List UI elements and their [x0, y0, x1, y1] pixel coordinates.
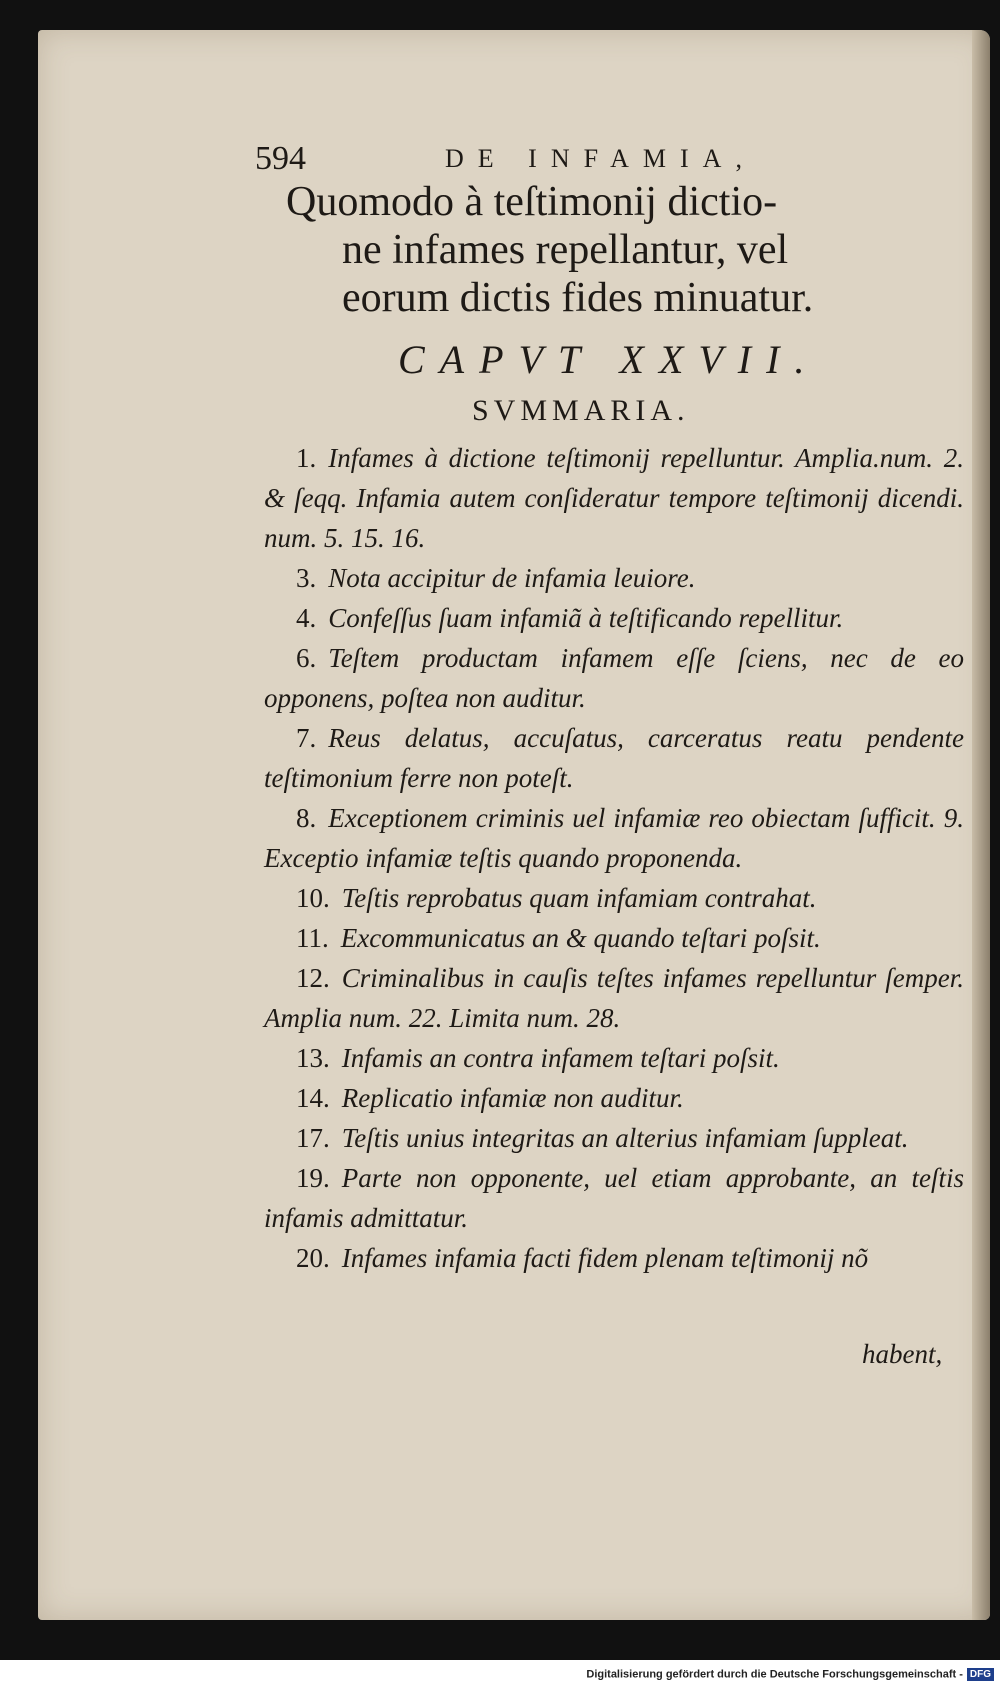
entry-text: Infamis an contra infamem teſtari poſsit.: [341, 1043, 780, 1073]
entry-number: 11.: [296, 923, 329, 953]
entry-number: 4.: [296, 603, 317, 633]
summary-entry: [264, 798, 964, 878]
footer-credit: [0, 1668, 994, 1690]
chapter-title-line-2: ne infames repellantur, vel: [342, 227, 789, 273]
entry-text: Nota accipitur de infamia leuiore.: [328, 563, 696, 593]
entry-text: Teſtis unius integritas an alterius infamiam ſuppleat.: [341, 1123, 909, 1153]
entry-number: 14.: [296, 1083, 330, 1113]
chapter-title-line-1: Quomodo à teſtimonij dictio-: [286, 179, 778, 225]
credit-text: Digitalisierung gefördert durch die Deutsche Forschungsgemeinschaft -: [586, 1668, 963, 1681]
entry-text: Infames à dictione teſtimonij repelluntur. Amplia.num. 2. & ſeqq. Infamia autem conſideratur tempore teſtimonij dicendi. num. 5. 15. 16.: [264, 443, 964, 553]
entry-text: Replicatio infamiæ non auditur.: [341, 1083, 684, 1113]
page-spine-edge: [972, 30, 990, 1620]
entry-number: 6.: [296, 643, 317, 673]
entry-text: Infames infamia facti fidem plenam teſtimonij nõ: [341, 1243, 869, 1273]
summary-entry: [264, 918, 964, 958]
entry-text: Criminalibus in cauſis teſtes infames repelluntur ſemper. Amplia num. 22. Limita num. 28.: [264, 963, 964, 1033]
summary-entry: [264, 598, 964, 638]
page-header: [255, 140, 815, 180]
chapter-title-line-3: eorum dictis fides minuatur.: [342, 275, 814, 321]
summary-entry: [264, 1078, 964, 1118]
entry-number: 3.: [296, 563, 317, 593]
entry-text: Teſtem productam infamem eſſe ſciens, nec de eo opponens, poſtea non auditur.: [264, 643, 964, 713]
summary-entry: [264, 718, 964, 798]
catchword: habent,: [862, 1339, 943, 1369]
entry-text: Parte non opponente, uel etiam approbante, an teſtis infamis admittatur.: [264, 1163, 964, 1233]
summary-entry: [264, 1238, 964, 1278]
summary-entry: [264, 558, 964, 598]
entry-number: 12.: [296, 963, 330, 993]
summary-entry: [264, 878, 964, 918]
entry-text: Reus delatus, accuſatus, carceratus reatu pendente teſtimonium ferre non poteſt.: [264, 723, 964, 793]
entry-text: Confeſſus ſuam infamiã à teſtificando repellitur.: [328, 603, 844, 633]
page-number: 594: [255, 140, 306, 177]
entry-number: 10.: [296, 883, 330, 913]
summary-entry: [264, 638, 964, 718]
entry-number: 8.: [296, 803, 317, 833]
dfg-logo: DFG: [967, 1668, 994, 1681]
running-head: DE INFAMIA,: [445, 144, 756, 173]
entry-number: 20.: [296, 1243, 330, 1273]
summary-entry: [264, 1158, 964, 1238]
entry-number: 19.: [296, 1163, 330, 1193]
chapter-heading: CAPVT XXVII.: [398, 337, 820, 382]
entry-text: Excommunicatus an & quando teſtari poſsit.: [340, 923, 821, 953]
entry-number: 17.: [296, 1123, 330, 1153]
summary-entry: [264, 1118, 964, 1158]
entry-number: 1.: [296, 443, 317, 473]
entry-number: 7.: [296, 723, 317, 753]
summary-entry: [264, 1038, 964, 1078]
summary-list: [264, 438, 964, 1388]
summaria-heading: SVMMARIA.: [472, 394, 690, 427]
entry-number: 13.: [296, 1043, 330, 1073]
summary-entry: [264, 958, 964, 1038]
entry-text: Teſtis reprobatus quam infamiam contrahat.: [341, 883, 817, 913]
summary-entry: [264, 438, 964, 558]
entry-text: Exceptionem criminis uel infamiæ reo obiectam ſufficit. 9. Exceptio infamiæ teſtis quando proponenda.: [264, 803, 964, 873]
